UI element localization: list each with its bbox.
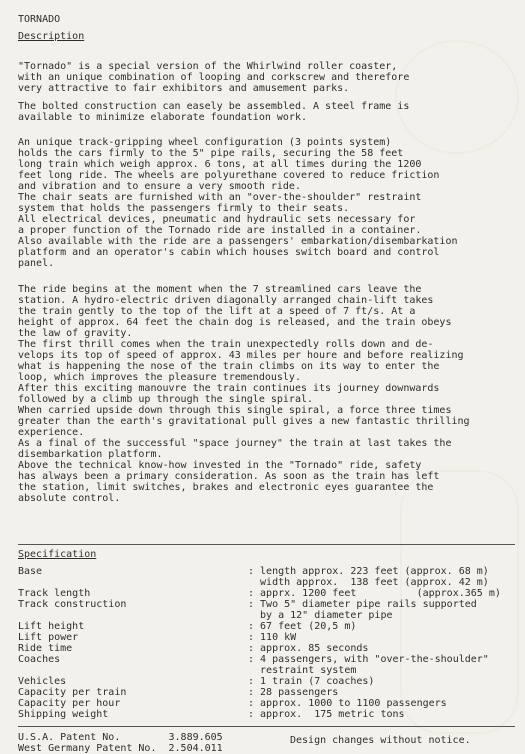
paragraph-line: As a final of the successful "space journey" the train at last takes the — [18, 438, 452, 449]
paragraph-line: The first thrill comes when the train unexpectedly rolls down and de- — [18, 339, 434, 350]
spec-value: : 1 train (7 coaches) — [248, 676, 375, 687]
spec-value: : apprx. 1200 feet (approx.365 m) — [248, 588, 501, 599]
paragraph-line: what is happening the nose of the train climbs on its way to enter the — [18, 361, 440, 372]
spec-label: Track construction — [18, 599, 127, 610]
spec-label: Base — [18, 566, 43, 577]
paragraph-line: disembarkation platform. — [18, 449, 163, 460]
patent-us: U.S.A. Patent No. 3.889.605 — [18, 732, 223, 743]
paragraph-line: followed by a climb up through the single spiral. — [18, 394, 314, 405]
spec-label: Capacity per train — [18, 687, 127, 698]
paragraph-line: greater than the earth's gravitational pull gives a new fantastic thrilling — [18, 416, 470, 427]
paragraph-line: very attractive to fair exhibitors and amusement parks. — [18, 83, 350, 94]
paragraph-line: the law of gravity. — [18, 328, 133, 339]
spec-row — [18, 566, 515, 577]
paragraph-line: station. A hydro-electric driven diagonally arranged chain-lift takes — [18, 295, 434, 306]
spec-row — [18, 588, 515, 599]
paragraph-line: a proper function of the Tornado ride are installed in a container. — [18, 225, 422, 236]
spec-row — [18, 577, 515, 588]
spec-row — [18, 610, 515, 621]
spec-value: width approx. 138 feet (approx. 42 m) — [248, 577, 489, 588]
spec-row — [18, 709, 515, 720]
paragraph-line: platform and an operator's cabin which houses switch board and control — [18, 247, 440, 258]
paragraph-line: with an unique combination of looping and corkscrew and therefore — [18, 72, 410, 83]
paragraph-line: Above the technical know-how invested in the "Tornado" ride, safety — [18, 460, 422, 471]
paragraph-line: and vibration and to ensure a very smooth ride. — [18, 181, 301, 192]
paragraph-line: feet long ride. The wheels are polyurethane covered to reduce friction — [18, 170, 440, 181]
spec-value: : approx. 1000 to 1100 passengers — [248, 698, 447, 709]
spec-label: Lift height — [18, 621, 85, 632]
paragraph-line: An unique track-gripping wheel configuration (3 points system) — [18, 137, 392, 148]
spec-row — [18, 665, 515, 676]
paragraph-line: panel. — [18, 258, 55, 269]
spec-value: : Two 5" diameter pipe rails supported — [248, 599, 477, 610]
paragraph-line: experience. — [18, 427, 85, 438]
design-notice: Design changes without notice. — [290, 735, 471, 746]
spec-label: Shipping weight — [18, 709, 109, 720]
paragraph-line: Also available with the ride are a passengers' embarkation/disembarkation — [18, 236, 458, 247]
document-title: TORNADO — [18, 14, 61, 25]
patent-de: West Germany Patent No. 2.504.011 — [18, 743, 223, 754]
spec-value: : 67 feet (20,5 m) — [248, 621, 357, 632]
paragraph-line: system that holds the passengers firmly to their seats. — [18, 203, 350, 214]
paragraph-line: loop, which improves the pleasure tremendously. — [18, 372, 301, 383]
paragraph-line: The bolted construction can easely be assembled. A steel frame is — [18, 101, 410, 112]
spec-value: : approx. 85 seconds — [248, 643, 369, 654]
paragraph-line: long train which weigh approx. 6 tons, at all times during the 1200 — [18, 159, 422, 170]
spec-value: by a 12" diameter pipe — [248, 610, 393, 621]
paragraph-line: the station, limit switches, brakes and electronic eyes guarantee the — [18, 482, 434, 493]
spec-label: Lift power — [18, 632, 79, 643]
divider-line — [18, 544, 515, 545]
spec-label: Ride time — [18, 643, 73, 654]
paragraph-line: velops its top of speed of approx. 43 miles per houre and before realizing — [18, 350, 464, 361]
paragraph-line: the train gently to the top of the lift at a speed of 7 ft/s. At a — [18, 306, 416, 317]
spec-value: : approx. 175 metric tons — [248, 709, 405, 720]
paragraph-line: After this exciting manouvre the train continues its journey downwards — [18, 383, 440, 394]
spec-value: : 110 kW — [248, 632, 297, 643]
spec-row — [18, 676, 515, 687]
spec-label: Track length — [18, 588, 91, 599]
paragraph-line: holds the cars firmly to the 5" pipe rails, securing the 58 feet — [18, 148, 404, 159]
spec-label: Capacity per hour — [18, 698, 121, 709]
paragraph-line: The chair seats are furnished with an "over-the-shoulder" restraint — [18, 192, 422, 203]
spec-row — [18, 621, 515, 632]
paragraph-line: The ride begins at the moment when the 7 streamlined cars leave the — [18, 284, 422, 295]
spec-value: : length approx. 223 feet (approx. 68 m) — [248, 566, 489, 577]
spec-row — [18, 654, 515, 665]
spec-value: : 4 passengers, with "over-the-shoulder" — [248, 654, 489, 665]
paragraph-line: When carried upside down through this single spiral, a force three times — [18, 405, 452, 416]
spec-label: Coaches — [18, 654, 61, 665]
spec-row — [18, 643, 515, 654]
divider-line — [18, 726, 515, 727]
spec-row — [18, 632, 515, 643]
paragraph-line: All electrical devices, pneumatic and hydraulic sets necessary for — [18, 214, 416, 225]
spec-row — [18, 687, 515, 698]
spec-row — [18, 599, 515, 610]
spec-row — [18, 698, 515, 709]
background-watermark — [395, 40, 519, 154]
section-heading-specification: Specification — [18, 549, 97, 560]
spec-value: : 28 passengers — [248, 687, 339, 698]
paragraph-line: has always been a primary consideration. As soon as the train has left — [18, 471, 440, 482]
paragraph-line: "Tornado" is a special version of the Whirlwind roller coaster, — [18, 61, 398, 72]
spec-label: Vehicles — [18, 676, 67, 687]
paragraph-line: height of approx. 64 feet the chain dog is released, and the train obeys — [18, 317, 452, 328]
section-heading-description: Description — [18, 31, 85, 42]
paragraph-line: available to minimize elaborate foundation work. — [18, 112, 307, 123]
spec-value: restraint system — [248, 665, 357, 676]
paragraph-line: absolute control. — [18, 493, 121, 504]
